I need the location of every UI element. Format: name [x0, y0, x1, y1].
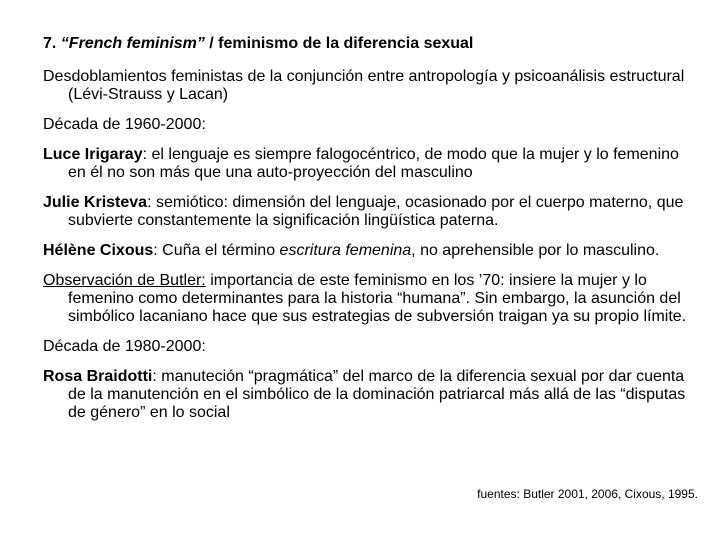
cixous-text-b: , no aprehensible por lo masculino.	[411, 242, 660, 259]
cixous-name: Hélène Cixous	[43, 242, 154, 259]
title-italic: “French feminism”	[60, 35, 205, 52]
cixous-italic-term: escritura femenina	[279, 242, 412, 259]
decade-heading-1960: Década de 1960-2000:	[43, 116, 206, 133]
butler-paragraph	[43, 272, 698, 326]
slide-title	[43, 34, 698, 53]
intro-paragraph: Desdoblamientos feministas de la conjunción entre antropología y psicoanálisis estructural (Lévi-Strauss y Lacan)	[43, 68, 685, 103]
irigaray-paragraph	[43, 146, 698, 182]
braidotti-text: : manuteción “pragmática” del marco de la diferencia sexual por dar cuenta de la manutención en el simbólico de la dominación patriarcal más allá de las “disputas de género” en lo social	[68, 368, 686, 421]
title-number: 7.	[43, 35, 61, 52]
kristeva-text: : semiótico: dimensión del lenguaje, ocasionado por el cuerpo materno, que subvierte constantemente la significación lingüística paterna.	[68, 194, 684, 229]
kristeva-paragraph	[43, 194, 698, 230]
butler-text: importancia de este feminismo en los ’70: insiere la mujer y lo femenino como determinantes para la historia “humana”. Sin embargo, la asunción del simbólico lacaniano hace que sus estrategias de subversión traigan ya su propio límite.	[68, 272, 687, 325]
cixous-text-a: : Cuña el término	[153, 242, 280, 259]
braidotti-paragraph	[43, 368, 698, 422]
decade-heading-1980: Década de 1980-2000:	[43, 338, 206, 355]
kristeva-name: Julie Kristeva	[43, 194, 148, 211]
cixous-paragraph	[43, 242, 698, 260]
title-rest: / feminismo de la diferencia sexual	[204, 35, 474, 52]
sources-footer: fuentes: Butler 2001, 2006, Cixous, 1995.	[477, 487, 698, 501]
braidotti-name: Rosa Braidotti	[43, 368, 153, 385]
irigaray-name: Luce Irigaray	[43, 146, 143, 163]
butler-label: Observación de Butler:	[43, 272, 206, 289]
slide-content	[43, 34, 698, 434]
irigaray-text: : el lenguaje es siempre falogocéntrico, de modo que la mujer y lo femenino en él no son más que una auto-proyección del masculino	[68, 146, 679, 181]
